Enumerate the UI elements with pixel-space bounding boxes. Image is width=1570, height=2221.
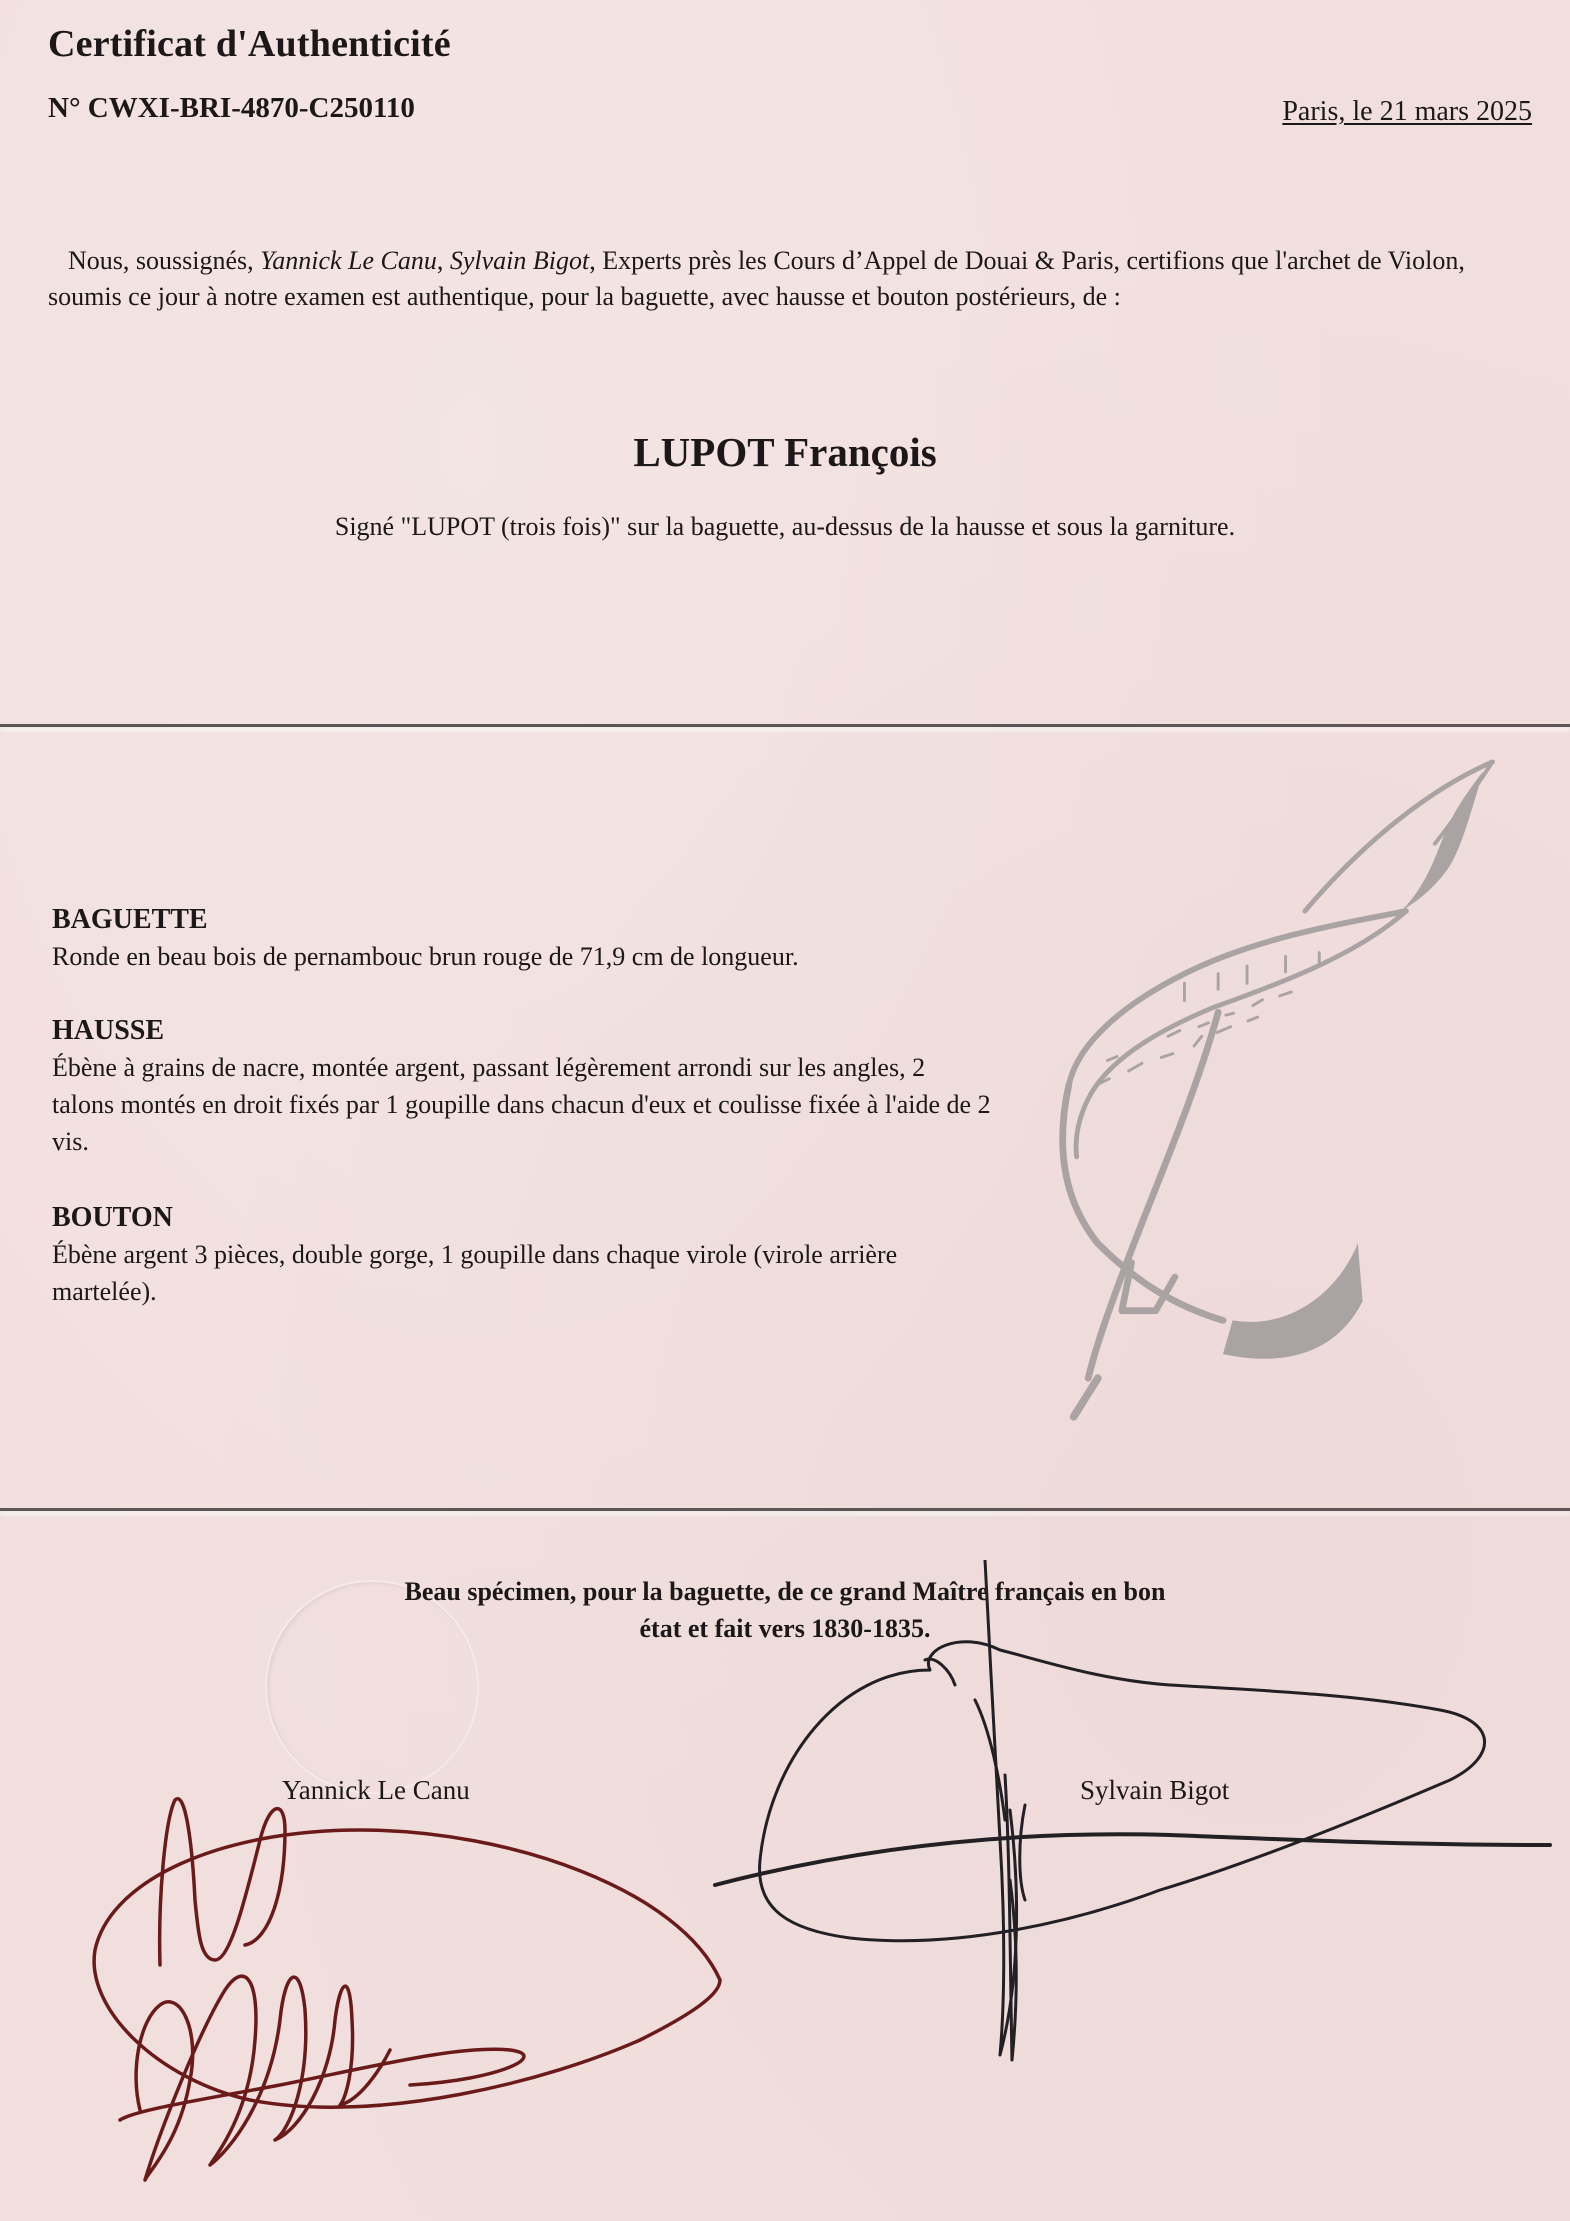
quill-ribbon-emblem xyxy=(1040,748,1560,1498)
spec-body: Ébène argent 3 pièces, double gorge, 1 goupille dans chaque virole (virole arrière martelée). xyxy=(52,1240,898,1306)
spec-hausse xyxy=(52,1013,992,1160)
conclusion-statement xyxy=(0,1573,1570,1647)
statement-part-2: , Experts près les Cours d’Appel de Douai & Paris, certifions que l'archet de Violon, soumis ce jour à notre examen est authentique, pour la baguette, avec hausse et bouton postérieurs, de : xyxy=(48,246,1465,311)
fold-line xyxy=(0,724,1570,727)
conclusion-line-1: Beau spécimen, pour la baguette, de ce grand Maître français en bon xyxy=(404,1577,1166,1606)
spec-bouton xyxy=(52,1200,992,1310)
maker-signature-note: Signé "LUPOT (trois fois)" sur la baguette, au-dessus de la hausse et sous la garniture. xyxy=(334,512,1236,541)
signer-name-sylvain-bigot: Sylvain Bigot xyxy=(1080,1775,1230,1805)
statement-part-1: Nous, soussignés, xyxy=(68,246,261,275)
spec-heading: HAUSSE xyxy=(52,1015,165,1046)
spec-heading: BAGUETTE xyxy=(52,904,208,935)
spec-heading: BOUTON xyxy=(52,1202,173,1233)
signer-name-yannick-le-canu: Yannick Le Canu xyxy=(282,1775,470,1805)
place-and-date: Paris, le 21 mars 2025 xyxy=(1282,96,1532,127)
spec-body: Ébène à grains de nacre, montée argent, passant légèrement arrondi sur les angles, 2 talons montés en droit fixés par 1 goupille dans chacun d'eux et coulisse fixée à l'aide de 2 vis. xyxy=(52,1053,991,1156)
expert-name-1: Yannick Le Canu xyxy=(260,246,437,275)
maker-name: LUPOT François xyxy=(633,429,937,475)
statement-separator: , xyxy=(436,246,450,275)
spec-body: Ronde en beau bois de pernambouc brun rouge de 71,9 cm de longueur. xyxy=(52,942,799,971)
spec-baguette xyxy=(52,902,992,975)
expert-name-2: Sylvain Bigot xyxy=(449,246,590,275)
conclusion-line-2: état et fait vers 1830-1835. xyxy=(639,1614,931,1643)
fold-line xyxy=(0,1508,1570,1511)
certification-statement xyxy=(48,243,1528,315)
certificate-number: N° CWXI-BRI-4870-C250110 xyxy=(48,92,415,124)
document-title: Certificat d'Authenticité xyxy=(48,23,451,65)
